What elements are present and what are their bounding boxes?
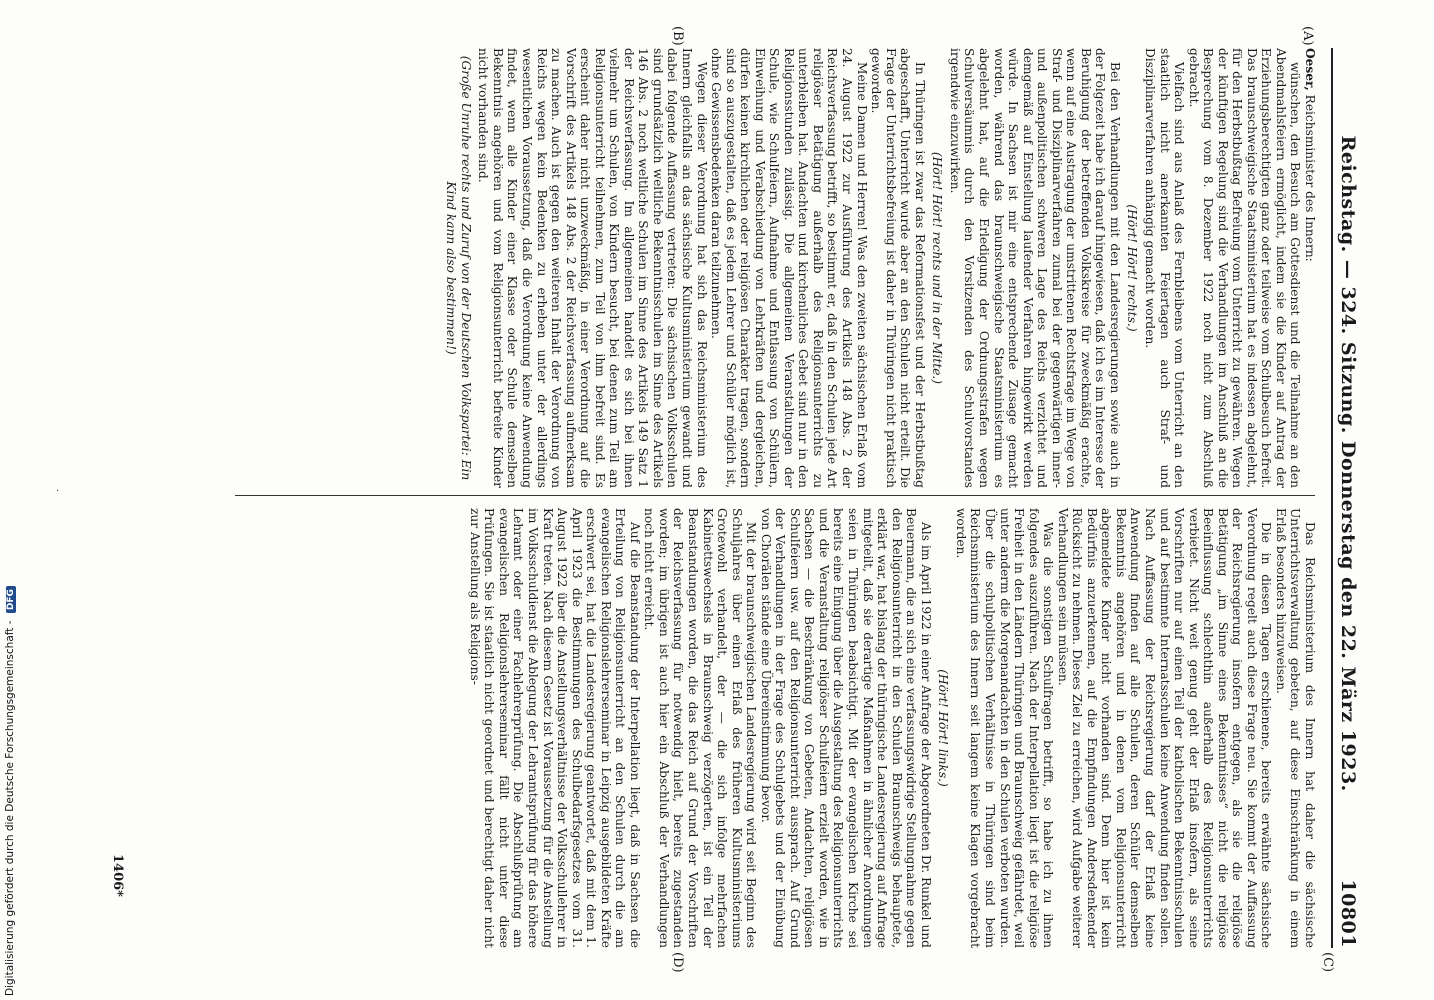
interjection-line: (Hört! Hört! links.) [936, 669, 951, 787]
paragraph-text: Vielfach sind aus Anlaß des Fernbleibens vom Unterricht an den staatlich nicht anerkannten Feiertagen auch Straf- und Disziplinarverfahren anhängig gemacht worden. [1142, 48, 1187, 488]
scan-dot: · [56, 486, 60, 497]
interjection-line: (Hört! Hört! rechts.) [1125, 204, 1140, 332]
paragraph [709, 48, 869, 488]
right-text-column [467, 508, 1317, 948]
paragraph [642, 508, 758, 948]
paragraph [1186, 48, 1302, 488]
margin-label-b: (B) [670, 26, 685, 46]
paragraph [947, 48, 1122, 488]
header-page-number: 10801 [1337, 879, 1359, 948]
paragraph [1142, 48, 1186, 488]
margin-label-c: (C) [1320, 952, 1335, 973]
page-header [1331, 48, 1375, 948]
margin-label-a: (A) [1300, 26, 1315, 46]
paragraph-text: Wegen dieser Verordnung hat sich das Reichsministerium des Innern gleichfalls an das sächsische Kultusministerium gewandt und dabei folgende Auffassung vertreten: Die sächsischen Volksschulen sind grundsätzlich weltliche Bekenntnisschulen im Sinne des Artikels 146 Abs. 2 noch weltliche Schulen im Sinne des Artikels 149 Satz 1 der Reichsverfassung. Im allgemeinen handelt es sich bei ihnen vielmehr um Schulen, von Kindern besucht, bei denen zum Teil am Religionsunterricht teilnehmen, zum Teil von ihm befreit sind. Es erscheint daher nicht unzweckmäßig, in einer Verordnung auf die Vorschrift des Artikels 148 Abs. 2 der Reichsverfassung aufmerksam zu machen. Auch ist gegen den weiteren Inhalt der Verordnung von Reichs wegen kein Bedenken zu erheben unter der allerdings wesentlichen Voraussetzung, daß die Verordnung keine Anwendung findet, wenn alle Kinder einer Klasse oder Schule demselben Bekenntnis angehören und vom Religionsunterricht befreite Kinder nicht vorhanden sind. [476, 48, 709, 488]
paragraph-text: wünschen, den Besuch am Gottesdienst und die Teilnahme an den Abendmahlsfeiern ermöglicht, indem sie die Kinder auf Antrag der Erziehungsberechtigten ganz oder teilweise vom Schulbesuch befreit. Das braunschweigische Staatsministerium hat es indessen abgelehnt, für den Herbstbußtag Befreiung vom Unterricht zu gewähren. Wegen der künftigen Regelung sind die Verhandlungen im Anschluß an die Besprechung vom 8. Dezember 1922 noch nicht zum Abschluß gebracht. [1186, 48, 1303, 488]
paragraph-text: Bei den Verhandlungen mit den Landesregierungen sowie auch in der Folgezeit habe ich darauf hingewiesen, daß ich es im Interesse der Beruhigung der betreffenden Volkskreise für zweckmäßig erachte, wenn auf eine Austragung der umstrittenen Rechtsfrage im Wege von Straf- und Disziplinarverfahren zumal bei der gegenwärtigen inner- und außenpolitischen schweren Lage des Reichs verzichtet und demgemäß auf Einstellung laufender Verfahren hingewirkt werden würde. In Sachsen ist mir eine entsprechende Zusage gemacht worden, während das braunschweigische Staatsministerium es abgelehnt hat, auf die Erledigung der Ordnungsstrafen wegen Schulversäumnis durch den Vorsitzenden des Schulvorstandes irgendwie einzuwirken. [947, 48, 1122, 488]
margin-label-d: (D) [670, 952, 685, 973]
paragraph [869, 48, 927, 488]
rotated-page-content [35, 26, 1375, 973]
header-title: Reichstag. — 324. Sitzung. Donnerstag den 22. März 1923. [1337, 135, 1359, 792]
paragraph-text: Als im April 1922 in einer Anfrage der Abgeordneten Dr. Runkel und Beuermann, die an sich eine verfassungswidrige Stellungnahme gegen den Religionsunterricht in den Schulen Braunschweigs behauptete, erklärt war, hat bislang der thüringische Landesregierung auf Anfrage mitgeteilt, daß sie derartige Maßnahmen in ähnlicher Anordnungen seien in Thüringen beabsichtigt. Mit der evangelischen Kirche sei bereits eine Einigung über die Ausgestaltung des Religionsunterrichts und die Veranstaltung religiöser Schulfeiern erzielt worden, wie in Sachsen — die Beschränkung von Gebeten, Andachten, religiösen Schulfeiern usw. auf den Religionsunterricht aussprach. Auf Grund der Verhandlungen in der Frage des Schulgebets und der Einübung von Chorälen stände eine Übereinstimmung bevor. [758, 508, 933, 948]
paragraph-text: Meine Damen und Herren! Was den zweiten sächsischen Erlaß vom 24. August 1922 zur Ausführung des Artikels 148 Abs. 2 der Reichsverfassung betrifft, so bestimmt er, daß in den Schulen jede Art religiöser Betätigung außerhalb des Religionsunterrichts zu unterbleiben hat. Andachten und kirchenliches Gebet sind nur in den Religionsstunden zulässig. Die allgemeinen Veranstaltungen der Schule, wie Schulfeiern, Aufnahme und Entlassung von Schülern, Einweihung und Verabschiedung von Lehrkräften und dergleichen, dürfen keinen kirchlichen oder religiösen Charakter tragen, sondern sind so auszugestalten, daß es jedem Lehrer und Schüler möglich ist, ohne Gewissensbedenken daran teilzunehmen. [709, 48, 869, 488]
interjection-line: (Hört! Hört! rechts und in der Mitte.) [930, 151, 945, 385]
paragraph [1055, 508, 1273, 948]
paragraph-text: Die in diesen Tagen erschienene, bereits erwähnte sächsische Verordnung regelt auch diese Frage neu. Sie kommt der Auffassung der Reichsregierung insofern entgegen, als sie die religiöse Betätigung „im Sinne eines Bekenntnisses“ nicht die religiöse Beeinflussung schlechthin außerhalb des Religionsunterrichts verbietet. Nicht weit genug geht der Erlaß insofern, als seine Vorschriften nur auf einen Teil der katholischen Bekenntnisschulen und auf bestimmte Internatsschulen keine Anwendung finden sollen. Nach Auffassung der Reichsregierung darf der Erlaß keine Anwendung finden auf alle Schulen, deren Schüler demselben Bekenntnis angehören und in denen vom Religionsunterricht abgemeldete Kinder nicht vorhanden sind. Denn hier ist kein Bedürfnis anzuerkennen, auf die Empfindungen Andersdenkender Rücksicht zu nehmen. Dieses Ziel zu erreichen, wird Aufgabe weiterer Verhandlungen sein müssen. [1055, 508, 1274, 948]
column-divider [235, 495, 1315, 496]
paragraph-text: Auf die Beanstandung der Interpellation liegt, daß in Sachsen die Erteilung von Religionsunterricht an den Schulen durch die am evangelischen Religionslehrerseminar in Leipzig ausgebildeten Kräfte erschwert sei, hat die Landesregierung geantwortet, daß mit dem 1. April 1923 die Bestimmungen des Schulbedarfsgesetzes vom 31. August 1922 über die Anstellungsverhältnisse der Volksschullehrer in Kraft treten. Nach diesem Gesetz ist Voraussetzung für die Anstellung im Volksschuldienst die Ablegung der Lehramtsprüfung für das höhere Lehramt oder einer Fachlehrerprüfung. Die Abschlußprüfung am evangelischen Religionslehrerseminar fällt nicht unter diese Prüfungen. Sie ist staatlich nicht geordnet und berechtigt daher nicht zur Anstellung als Religions- [467, 508, 642, 948]
paragraph-text: Was die sonstigen Schulfragen betrifft, so habe ich zu ihnen folgendes auszuführen. Nach der Interpellation liegt ist die religiöse Freiheit in den Ländern Thüringen und Braunschweig gefährdet, weil unter anderm die Morgenandachten in den Schulen verboten wurden. Über die schulpolitischen Verhältnisse in Thüringen sind beim Reichsministerium des Innern seit langem keine Klagen vorgebracht worden. [953, 508, 1056, 948]
left-text-column [441, 48, 1317, 488]
paragraph-text: In Thüringen ist zwar das Reformationsfest und der Herbstbußtag abgeschafft, Unterricht wurde aber an den Schulen nicht erteilt. Die Frage der Unterrichtsbefreiung ist daher in Thüringen nicht praktisch geworden. [869, 48, 927, 488]
interjection-line: (Große Unruhe rechts und Zuruf von der Deutschen Volkspartei: Ein Kind kann also bestimmen!) [444, 55, 473, 481]
paragraph [1273, 508, 1317, 948]
digitization-credit [4, 586, 16, 996]
paragraph-text: Reichsminister des Innern: [1303, 90, 1317, 262]
paragraph [476, 48, 709, 488]
paragraph [467, 508, 642, 948]
dfg-logo-icon: DFG [6, 586, 16, 613]
speaker-name: Oeser, [1303, 48, 1317, 91]
credit-text: Digitalisierung gefördert durch die Deutsche Forschungsgemeinschaft - [4, 620, 16, 996]
paragraph [953, 508, 1055, 948]
footer-page-number: 1406* [110, 854, 125, 897]
paragraph-text: Mit der braunschweigischen Landesregierung wird seit Beginn des Schuljahres über einen Erlaß des früheren Kultusministeriums Grotewohl verhandelt, der — die sich infolge mehrfachen Kabinettswechsels in Braunschweig verzögerten, ist ein Teil der Beanstandungen worden, die das Reich auf Grund der Vorschriften der Reichsverfassung für notwendig hielt, bereits zugestanden worden; im übrigen ist auch hier ein Abschluß der Verhandlungen noch nicht erreicht. [642, 508, 759, 948]
paragraph [1302, 48, 1317, 488]
paragraph [758, 508, 933, 948]
paragraph-text: Das Reichsministerium des Innern hat daher die sächsische Unterrichtsverwaltung gebeten, auf diese Einschränkung in einem Erlaß besonders hinzuweisen. [1273, 508, 1317, 948]
